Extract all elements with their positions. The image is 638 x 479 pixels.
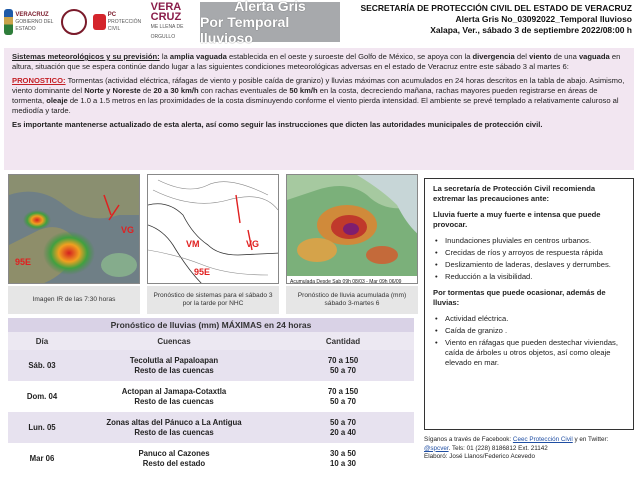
row-day: Lun. 05 — [28, 422, 56, 432]
storm-effects-heading: Por tormentas que puede ocasionar, además de lluvias: — [433, 288, 606, 307]
twitter-link[interactable]: @spcver — [424, 444, 449, 452]
row-day: Dom. 04 — [26, 391, 58, 401]
alert-subtitle: Por Temporal lluvioso — [200, 14, 290, 46]
table-row — [8, 350, 414, 381]
recommendations-panel — [424, 178, 634, 430]
row-amounts: 50 a 70 20 a 40 — [329, 417, 356, 437]
header-day: Día — [35, 336, 49, 346]
emblem-logo — [61, 9, 87, 35]
alert-title-box — [200, 0, 340, 46]
alert-number: Alerta Gris No_03092022_Temporal lluvioso — [455, 14, 632, 24]
table-row — [8, 443, 414, 474]
list-item: • Actividad eléctrica. — [433, 314, 625, 324]
map1-vg-label: VG — [121, 225, 135, 235]
logo-strip — [4, 2, 194, 42]
rain-table-header — [8, 332, 414, 350]
table-row — [8, 412, 414, 443]
header-info — [352, 3, 632, 36]
row-basins: Actopan al Jamapa-Cotaxtla Resto de las cuencas — [121, 386, 227, 406]
agency-name: SECRETARÍA DE PROTECCIÓN CIVIL DEL ESTADO DE VERACRUZ — [360, 3, 632, 13]
rain-effects-list — [433, 236, 625, 282]
forecast-summary — [4, 48, 634, 170]
map2-caption: Pronóstico de sistemas para el sábado 3 por la tarde por NHC — [147, 286, 279, 314]
proteccion-civil-logo: PC PROTECCIÓN CIVIL — [93, 12, 144, 33]
row-basins: Tecolutla al Papaloapan Resto de las cuencas — [129, 355, 219, 375]
place-date: Xalapa, Ver., sábado 3 de septiembre 2022/08:00 h — [430, 25, 632, 35]
list-item: • Caída de granizo . — [433, 326, 625, 336]
accumulated-rain-map — [286, 174, 418, 284]
synoptic-paragraph: Sistemas meteorológicos y su previsión: la amplia vaguada establecida en el oeste y suroeste del Golfo de México, se apoya con la divergencia del viento de una vaguada en altura, situación que se espera continúe dando lugar a las siguientes condiciones meteorológicas adversas en el estado de Veracruz entre este sábado 3 al martes 6: — [12, 52, 621, 71]
satellite-ir-image — [8, 174, 140, 284]
veracruz-government-logo: VERACRUZ GOBIERNO DEL ESTADO — [4, 9, 55, 35]
map3-caption: Pronóstico de lluvia acumulada (mm) sábado 3-martes 6 — [286, 286, 418, 314]
map2-95e-label: 95E — [194, 267, 211, 277]
table-row — [8, 381, 414, 412]
contact-footer: Síganos a través de Facebook: Ceec Protección Civil y en Twitter: @spcver. Tels: 01 (228) 8186812 Ext. 21142 Elaboró: José Llanos/Federico Acevedo — [424, 436, 634, 462]
map2-vm-label: VM — [186, 239, 200, 249]
row-amounts: 30 a 50 10 a 30 — [329, 448, 356, 468]
map-panels — [4, 174, 418, 316]
row-day: Sáb. 03 — [28, 360, 56, 370]
nhc-surface-forecast-map — [147, 174, 279, 284]
map1-95e-label: 95E — [15, 257, 32, 267]
row-basins: Panuco al Cazones Resto del estado — [138, 448, 210, 468]
header-amount: Cantidad — [325, 336, 361, 346]
list-item: • Crecidas de ríos y arroyos de respuesta rápida — [433, 248, 625, 258]
row-day: Mar 06 — [29, 453, 55, 463]
map2-vg-label: VG — [246, 239, 260, 249]
list-item: • Inundaciones pluviales en centros urbanos. — [433, 236, 625, 246]
rain-forecast-table — [8, 318, 414, 476]
row-amounts: 70 a 150 50 a 70 — [327, 355, 359, 375]
row-basins: Zonas altas del Pánuco a La Antigua Resto de las cuencas — [106, 417, 242, 437]
row-amounts: 70 a 150 50 a 70 — [327, 386, 359, 406]
facebook-link[interactable]: Ceec Protección Civil — [512, 436, 573, 443]
authors: Elaboró: José Llanos/Federico Acevedo — [424, 453, 535, 460]
advisory-paragraph: Es importante mantenerse actualizado de esta alerta, así como seguir las instrucciones que dicten las autoridades municipales de protección civil. — [12, 120, 543, 129]
rain-table-title: Pronóstico de lluvias (mm) MÁXIMAS en 24 horas — [8, 318, 414, 332]
map1-caption: Imagen IR de las 7:30 horas — [8, 286, 140, 314]
recommendations-intro: La secretaría de Protección Civil recomienda extremar las precauciones ante: — [433, 184, 596, 203]
list-item: • Reducción a la visibilidad. — [433, 272, 625, 282]
header-basins: Cuencas — [157, 336, 191, 346]
forecast-paragraph: PRONOSTICO: Tormentas (actividad eléctrica, ráfagas de viento y posible caída de granizo) y lluvias máximas con acumulados en 24 horas descritos en la tabla de abajo. Asimismo, viento dominante del Norte y Noreste de 20 a 30 km/h con rachas eventuales de 50 km/h en la costa, decreciendo mañana, rachas mayores pueden registrarse en áreas de tormenta, oleaje de 1.0 a 1.5 metros en las proximidades de la costa disminuyendo conforme el viento pierda intensidad. El ambiente se prevé templado a relativamente caluroso al mediodía y tarde. — [12, 76, 625, 115]
veracruz-orgullo-logo: VERA CRUZ ME LLENA DE ORGULLO — [150, 1, 184, 40]
list-item: • Deslizamiento de laderas, deslaves y derrumbes. — [433, 260, 625, 270]
map3-footer: Acumulada Desde Sab 09h 08/03 - Mar 09h 06/09 — [290, 279, 402, 284]
list-item: • Viento en ráfagas que pueden destechar viviendas, caída de árboles u otros objetos, así como oleaje elevado en mar. — [433, 338, 625, 368]
header — [0, 0, 638, 44]
alert-title: Alerta Gris — [234, 0, 306, 14]
storm-effects-list — [433, 314, 625, 368]
rain-effects-heading: Lluvia fuerte a muy fuerte e intensa que puede provocar. — [433, 210, 601, 229]
